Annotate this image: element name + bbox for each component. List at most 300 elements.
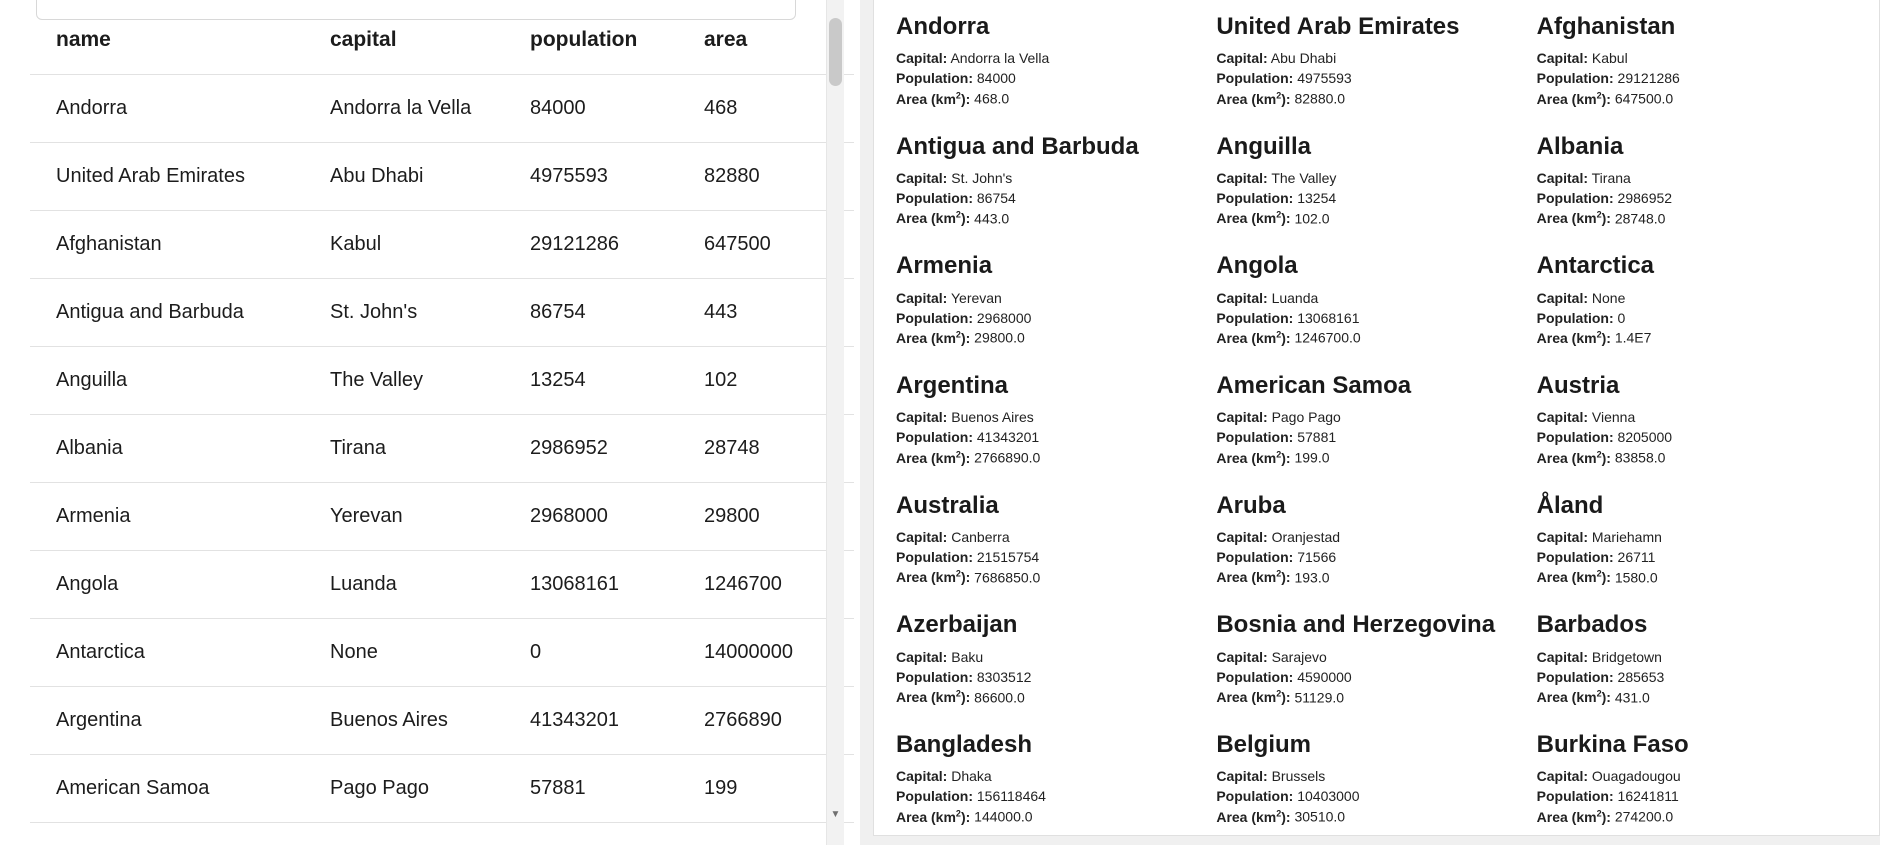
population-label: Population: — [1536, 309, 1614, 326]
capital-value: Oranjestad — [1271, 529, 1341, 546]
column-header-capital[interactable]: capital — [326, 22, 526, 75]
country-card-capital — [896, 289, 1206, 309]
capital-value: Brussels — [1271, 768, 1326, 785]
population-value: 4590000 — [1297, 668, 1352, 685]
population-label: Population: — [1536, 668, 1614, 685]
population-label: Population: — [1536, 70, 1614, 87]
population-value: 57881 — [1297, 429, 1337, 446]
country-card-title: Åland — [1536, 491, 1604, 519]
cell-population: 84000 — [526, 75, 700, 143]
capital-label: Capital: — [896, 529, 948, 546]
country-card-population — [1216, 309, 1526, 329]
country-card-population — [1216, 428, 1526, 448]
country-card-area — [896, 568, 1206, 589]
cell-area: 102 — [700, 347, 854, 415]
capital-value: None — [1591, 289, 1626, 306]
country-card-title: Antarctica — [1536, 252, 1655, 280]
country-card-capital — [1537, 767, 1847, 787]
table-header — [30, 22, 854, 75]
cell-area: 1246700 — [700, 551, 854, 619]
cell-population: 2986952 — [526, 415, 700, 483]
scrollbar-thumb[interactable] — [829, 18, 842, 86]
cell-area: 468 — [700, 75, 854, 143]
country-card-area — [1537, 209, 1847, 230]
area-label: Area $(km^2)$: — [1536, 688, 1611, 706]
cell-area: 2766890 — [700, 687, 854, 755]
country-card-title: Bangladesh — [896, 731, 1033, 759]
area-value: 51129.0 — [1294, 689, 1345, 706]
capital-label: Capital: — [896, 289, 948, 306]
table-row[interactable] — [30, 75, 854, 143]
country-card-population — [896, 548, 1206, 568]
capital-label: Capital: — [1216, 50, 1268, 67]
country-cards-grid — [874, 0, 1879, 836]
capital-label: Capital: — [1216, 648, 1268, 665]
area-value: 2766890.0 — [974, 449, 1041, 466]
country-card-capital — [1216, 767, 1526, 787]
countries-table-wrapper — [30, 22, 820, 823]
country-card-population — [1537, 787, 1847, 807]
area-label: Area $(km^2)$: — [896, 209, 971, 227]
country-card-population — [896, 787, 1206, 807]
country-card-title: Austria — [1536, 372, 1620, 400]
capital-value: Bridgetown — [1591, 648, 1662, 665]
country-card[interactable] — [1216, 134, 1536, 254]
cell-capital: Kabul — [326, 211, 526, 279]
country-card-population — [896, 668, 1206, 688]
country-card-population — [1216, 668, 1526, 688]
area-value: 29800.0 — [974, 330, 1025, 347]
table-pane — [0, 0, 860, 845]
country-card-area — [896, 807, 1206, 828]
table-row[interactable] — [30, 551, 854, 619]
cell-population: 2968000 — [526, 483, 700, 551]
country-card-area — [1216, 688, 1526, 709]
capital-value: Mariehamn — [1591, 529, 1662, 546]
population-value: 8205000 — [1617, 429, 1673, 446]
area-value: 28748.0 — [1614, 210, 1666, 227]
country-card-capital — [896, 169, 1206, 189]
country-card-area — [896, 688, 1206, 709]
country-card-capital — [1216, 49, 1526, 69]
population-label: Population: — [896, 668, 973, 685]
population-label: Population: — [896, 429, 973, 446]
country-card-title: Aruba — [1216, 491, 1286, 519]
population-label: Population: — [896, 788, 973, 805]
area-label: Area $(km^2)$: — [1536, 329, 1611, 347]
country-card-title: Albania — [1536, 132, 1624, 160]
cell-name: Afghanistan — [30, 211, 326, 279]
cell-name: Anguilla — [30, 347, 326, 415]
cell-name: Andorra — [30, 75, 326, 143]
cell-capital: Buenos Aires — [326, 687, 526, 755]
table-row[interactable] — [30, 211, 854, 279]
capital-label: Capital: — [1536, 768, 1588, 785]
area-value: 1246700.0 — [1294, 330, 1361, 347]
country-card-title: Australia — [896, 491, 999, 519]
country-card-population — [896, 69, 1206, 89]
country-card-area — [1537, 89, 1847, 110]
area-label: Area $(km^2)$: — [896, 688, 971, 706]
country-card-title: Belgium — [1216, 731, 1312, 759]
population-label: Population: — [1216, 309, 1294, 326]
population-value: 10403000 — [1297, 788, 1360, 805]
cell-name: Albania — [30, 415, 326, 483]
population-value: 0 — [1617, 309, 1626, 326]
table-vertical-scrollbar[interactable] — [826, 0, 844, 845]
cell-area: 29800 — [700, 483, 854, 551]
country-card-capital — [1537, 528, 1847, 548]
area-value: 82880.0 — [1294, 90, 1346, 107]
capital-label: Capital: — [1536, 648, 1588, 665]
table-header-row — [30, 22, 854, 75]
capital-value: Kabul — [1591, 50, 1628, 67]
country-card-title: Argentina — [896, 372, 1009, 400]
capital-value: Abu Dhabi — [1270, 50, 1337, 67]
population-label: Population: — [1216, 548, 1294, 565]
table-row[interactable] — [30, 415, 854, 483]
cell-population: 86754 — [526, 279, 700, 347]
cell-name: Argentina — [30, 687, 326, 755]
country-card-title: Armenia — [896, 252, 993, 280]
country-card-capital — [896, 49, 1206, 69]
cell-capital: St. John's — [326, 279, 526, 347]
capital-value: Andorra la Vella — [950, 50, 1050, 67]
country-card-area — [1537, 568, 1847, 589]
capital-value: Sarajevo — [1271, 648, 1327, 665]
area-value: 144000.0 — [974, 808, 1033, 825]
cell-population: 29121286 — [526, 211, 700, 279]
country-card-population — [1537, 548, 1847, 568]
country-card-title: Afghanistan — [1536, 13, 1676, 40]
country-card-area — [896, 209, 1206, 230]
country-card-population — [896, 189, 1206, 209]
area-value: 102.0 — [1294, 210, 1330, 227]
country-card-capital — [1216, 169, 1526, 189]
population-label: Population: — [1216, 70, 1294, 87]
country-card-title: Azerbaijan — [896, 611, 1018, 639]
capital-value: Buenos Aires — [951, 409, 1034, 426]
cell-name: Antarctica — [30, 619, 326, 687]
country-card-capital — [1537, 49, 1847, 69]
area-value: 7686850.0 — [974, 569, 1041, 586]
country-card[interactable] — [896, 373, 1216, 493]
country-card-population — [896, 428, 1206, 448]
country-card-population — [1216, 787, 1526, 807]
country-card-capital — [1537, 648, 1847, 668]
area-label: Area $(km^2)$: — [896, 449, 971, 466]
country-card-area — [1216, 209, 1526, 230]
country-card-area — [1537, 807, 1847, 828]
column-header-population[interactable]: population — [526, 22, 700, 75]
population-value: 4975593 — [1297, 70, 1352, 87]
population-value: 13254 — [1297, 189, 1337, 206]
table-row[interactable] — [30, 755, 854, 823]
country-card-area — [1216, 89, 1526, 110]
area-label: Area $(km^2)$: — [1216, 688, 1291, 706]
cell-area: 82880 — [700, 143, 854, 211]
area-label: Area $(km^2)$: — [1536, 568, 1611, 586]
cell-name: Angola — [30, 551, 326, 619]
country-card-capital — [1216, 289, 1526, 309]
capital-value: Dhaka — [951, 768, 992, 785]
country-card[interactable] — [1216, 732, 1536, 836]
cell-population: 41343201 — [526, 687, 700, 755]
area-value: 199.0 — [1294, 449, 1330, 466]
area-value: 30510.0 — [1294, 808, 1346, 825]
area-label: Area $(km^2)$: — [896, 90, 971, 107]
area-value: 83858.0 — [1614, 449, 1666, 466]
area-label: Area $(km^2)$: — [1536, 449, 1611, 466]
population-label: Population: — [1216, 668, 1294, 685]
population-value: 84000 — [976, 70, 1016, 87]
capital-value: Ouagadougou — [1591, 768, 1681, 785]
cell-capital: Andorra la Vella — [326, 75, 526, 143]
capital-label: Capital: — [1536, 50, 1588, 67]
area-label: Area $(km^2)$: — [1216, 209, 1291, 227]
population-value: 71566 — [1297, 548, 1337, 565]
country-card-population — [1537, 189, 1847, 209]
cell-name: American Samoa — [30, 755, 326, 823]
population-label: Population: — [896, 548, 973, 565]
cell-capital: Luanda — [326, 551, 526, 619]
population-label: Population: — [1216, 189, 1294, 206]
capital-value: Canberra — [951, 529, 1010, 546]
country-card[interactable] — [1216, 612, 1536, 732]
capital-label: Capital: — [896, 648, 948, 665]
country-card-capital — [1537, 169, 1847, 189]
capital-value: The Valley — [1271, 170, 1337, 187]
table-body — [30, 75, 854, 823]
area-label: Area $(km^2)$: — [1216, 329, 1291, 347]
area-value: 1580.0 — [1614, 569, 1658, 586]
area-label: Area $(km^2)$: — [1536, 209, 1611, 227]
capital-value: St. John's — [951, 170, 1013, 187]
country-card-title: United Arab Emirates — [1216, 13, 1460, 40]
area-label: Area $(km^2)$: — [896, 329, 971, 347]
column-header-name[interactable]: name — [30, 22, 326, 75]
capital-label: Capital: — [896, 50, 948, 67]
country-card[interactable] — [1216, 373, 1536, 493]
area-value: 1.4E7 — [1614, 330, 1652, 347]
country-card-title: Barbados — [1536, 611, 1648, 639]
capital-label: Capital: — [1536, 409, 1588, 426]
area-label: Area $(km^2)$: — [1216, 90, 1291, 107]
country-card[interactable] — [1216, 253, 1536, 373]
country-card-capital — [1537, 408, 1847, 428]
population-label: Population: — [896, 189, 973, 206]
cell-area: 647500 — [700, 211, 854, 279]
country-card-title: Bosnia and Herzegovina — [1216, 611, 1496, 639]
capital-label: Capital: — [1536, 170, 1588, 187]
country-card-population — [1216, 69, 1526, 89]
country-card-capital — [896, 408, 1206, 428]
country-card-title: Andorra — [896, 13, 990, 40]
country-card[interactable] — [1216, 14, 1536, 134]
cell-capital: None — [326, 619, 526, 687]
country-card[interactable] — [1537, 732, 1857, 836]
country-card-population — [1216, 548, 1526, 568]
capital-label: Capital: — [1216, 768, 1268, 785]
population-value: 2986952 — [1617, 189, 1673, 206]
country-card-population — [1537, 69, 1847, 89]
population-label: Population: — [1536, 548, 1614, 565]
capital-label: Capital: — [896, 170, 948, 187]
country-card-capital — [896, 648, 1206, 668]
country-card[interactable] — [896, 612, 1216, 732]
population-value: 86754 — [976, 189, 1016, 206]
capital-value: Baku — [951, 648, 984, 665]
table-row[interactable] — [30, 687, 854, 755]
column-header-area[interactable]: area — [700, 22, 854, 75]
cell-capital: The Valley — [326, 347, 526, 415]
area-label: Area $(km^2)$: — [1536, 808, 1611, 825]
country-card[interactable] — [896, 14, 1216, 134]
country-card-area — [1537, 688, 1847, 709]
capital-value: Luanda — [1271, 289, 1319, 306]
cell-area: 14000000 — [700, 619, 854, 687]
population-label: Population: — [1536, 189, 1614, 206]
countries-table — [30, 22, 854, 823]
country-card[interactable] — [1537, 134, 1857, 254]
cell-capital: Yerevan — [326, 483, 526, 551]
area-value: 431.0 — [1614, 689, 1650, 706]
country-card[interactable] — [1537, 612, 1857, 732]
capital-label: Capital: — [896, 768, 948, 785]
country-card-area — [1537, 328, 1847, 349]
cell-capital: Pago Pago — [326, 755, 526, 823]
area-label: Area $(km^2)$: — [1216, 808, 1291, 825]
country-card[interactable] — [896, 732, 1216, 836]
country-card[interactable] — [896, 134, 1216, 254]
population-value: 16241811 — [1617, 788, 1679, 805]
population-label: Population: — [1216, 429, 1294, 446]
country-card-population — [1537, 668, 1847, 688]
area-value: 274200.0 — [1614, 808, 1674, 825]
population-value: 156118464 — [976, 788, 1046, 805]
population-label: Population: — [1216, 788, 1294, 805]
country-card-capital — [1537, 289, 1847, 309]
cell-name: Antigua and Barbuda — [30, 279, 326, 347]
scroll-down-arrow-icon[interactable]: ▼ — [830, 808, 841, 820]
country-card-area — [1216, 328, 1526, 349]
table-row[interactable] — [30, 619, 854, 687]
country-card[interactable] — [1537, 14, 1857, 134]
cards-pane — [860, 0, 1880, 845]
country-card-title: Antigua and Barbuda — [896, 132, 1139, 160]
area-label: Area $(km^2)$: — [1216, 449, 1291, 466]
country-card[interactable] — [1537, 253, 1857, 373]
capital-label: Capital: — [1216, 409, 1268, 426]
country-card-title: Angola — [1216, 252, 1298, 280]
country-card-area — [896, 89, 1206, 110]
country-card-capital — [1216, 408, 1526, 428]
cell-population: 57881 — [526, 755, 700, 823]
capital-value: Pago Pago — [1271, 409, 1341, 426]
top-input-stub[interactable] — [36, 0, 796, 20]
country-card-capital — [896, 767, 1206, 787]
table-row[interactable] — [30, 143, 854, 211]
country-card[interactable] — [1537, 373, 1857, 493]
cell-population: 13068161 — [526, 551, 700, 619]
country-card-area — [1537, 448, 1847, 469]
country-card-title: American Samoa — [1216, 372, 1412, 400]
country-card-area — [896, 328, 1206, 349]
country-card[interactable] — [1216, 493, 1536, 613]
population-value: 26711 — [1617, 548, 1656, 565]
population-value: 21515754 — [976, 548, 1040, 565]
cell-population: 13254 — [526, 347, 700, 415]
cell-capital: Abu Dhabi — [326, 143, 526, 211]
area-label: Area $(km^2)$: — [1536, 90, 1611, 107]
cell-capital: Tirana — [326, 415, 526, 483]
cards-sheet — [873, 0, 1880, 836]
country-card-area — [1216, 568, 1526, 589]
country-card-title: Burkina Faso — [1536, 731, 1689, 759]
capital-value: Vienna — [1591, 409, 1636, 426]
capital-label: Capital: — [1536, 529, 1588, 546]
country-card-area — [1216, 448, 1526, 469]
population-label: Population: — [896, 70, 973, 87]
capital-label: Capital: — [1216, 289, 1268, 306]
area-value: 86600.0 — [974, 689, 1025, 706]
population-value: 2968000 — [976, 309, 1032, 326]
country-card-population — [1537, 428, 1847, 448]
population-value: 285653 — [1617, 668, 1665, 685]
population-label: Population: — [1536, 788, 1614, 805]
cell-area: 199 — [700, 755, 854, 823]
capital-value: Yerevan — [950, 289, 1002, 306]
capital-label: Capital: — [896, 409, 948, 426]
country-card[interactable] — [1537, 493, 1857, 613]
cell-area: 28748 — [700, 415, 854, 483]
area-value: 193.0 — [1294, 569, 1330, 586]
country-card[interactable] — [896, 493, 1216, 613]
cell-name: United Arab Emirates — [30, 143, 326, 211]
population-label: Population: — [1536, 429, 1614, 446]
capital-value: Tirana — [1591, 170, 1631, 187]
population-value: 8303512 — [976, 668, 1032, 685]
table-row[interactable] — [30, 483, 854, 551]
population-value: 29121286 — [1617, 70, 1680, 87]
area-value: 647500.0 — [1614, 90, 1674, 107]
area-label: Area $(km^2)$: — [896, 568, 971, 586]
country-card-capital — [1216, 648, 1526, 668]
capital-label: Capital: — [1216, 170, 1268, 187]
capital-label: Capital: — [1536, 289, 1588, 306]
country-card-population — [1537, 309, 1847, 329]
cell-name: Armenia — [30, 483, 326, 551]
country-card-capital — [1216, 528, 1526, 548]
population-value: 13068161 — [1297, 309, 1360, 326]
country-card-title: Anguilla — [1216, 132, 1311, 160]
country-card-capital — [896, 528, 1206, 548]
country-card-area — [1216, 807, 1526, 828]
country-card-population — [1216, 189, 1526, 209]
table-row[interactable] — [30, 279, 854, 347]
country-card-population — [896, 309, 1206, 329]
capital-label: Capital: — [1216, 529, 1268, 546]
area-value: 443.0 — [974, 210, 1010, 227]
cell-area: 443 — [700, 279, 854, 347]
table-row[interactable] — [30, 347, 854, 415]
population-value: 41343201 — [976, 429, 1040, 446]
country-card-area — [896, 448, 1206, 469]
population-label: Population: — [896, 309, 973, 326]
area-label: Area $(km^2)$: — [1216, 568, 1291, 586]
area-value: 468.0 — [974, 90, 1010, 107]
country-card[interactable] — [896, 253, 1216, 373]
